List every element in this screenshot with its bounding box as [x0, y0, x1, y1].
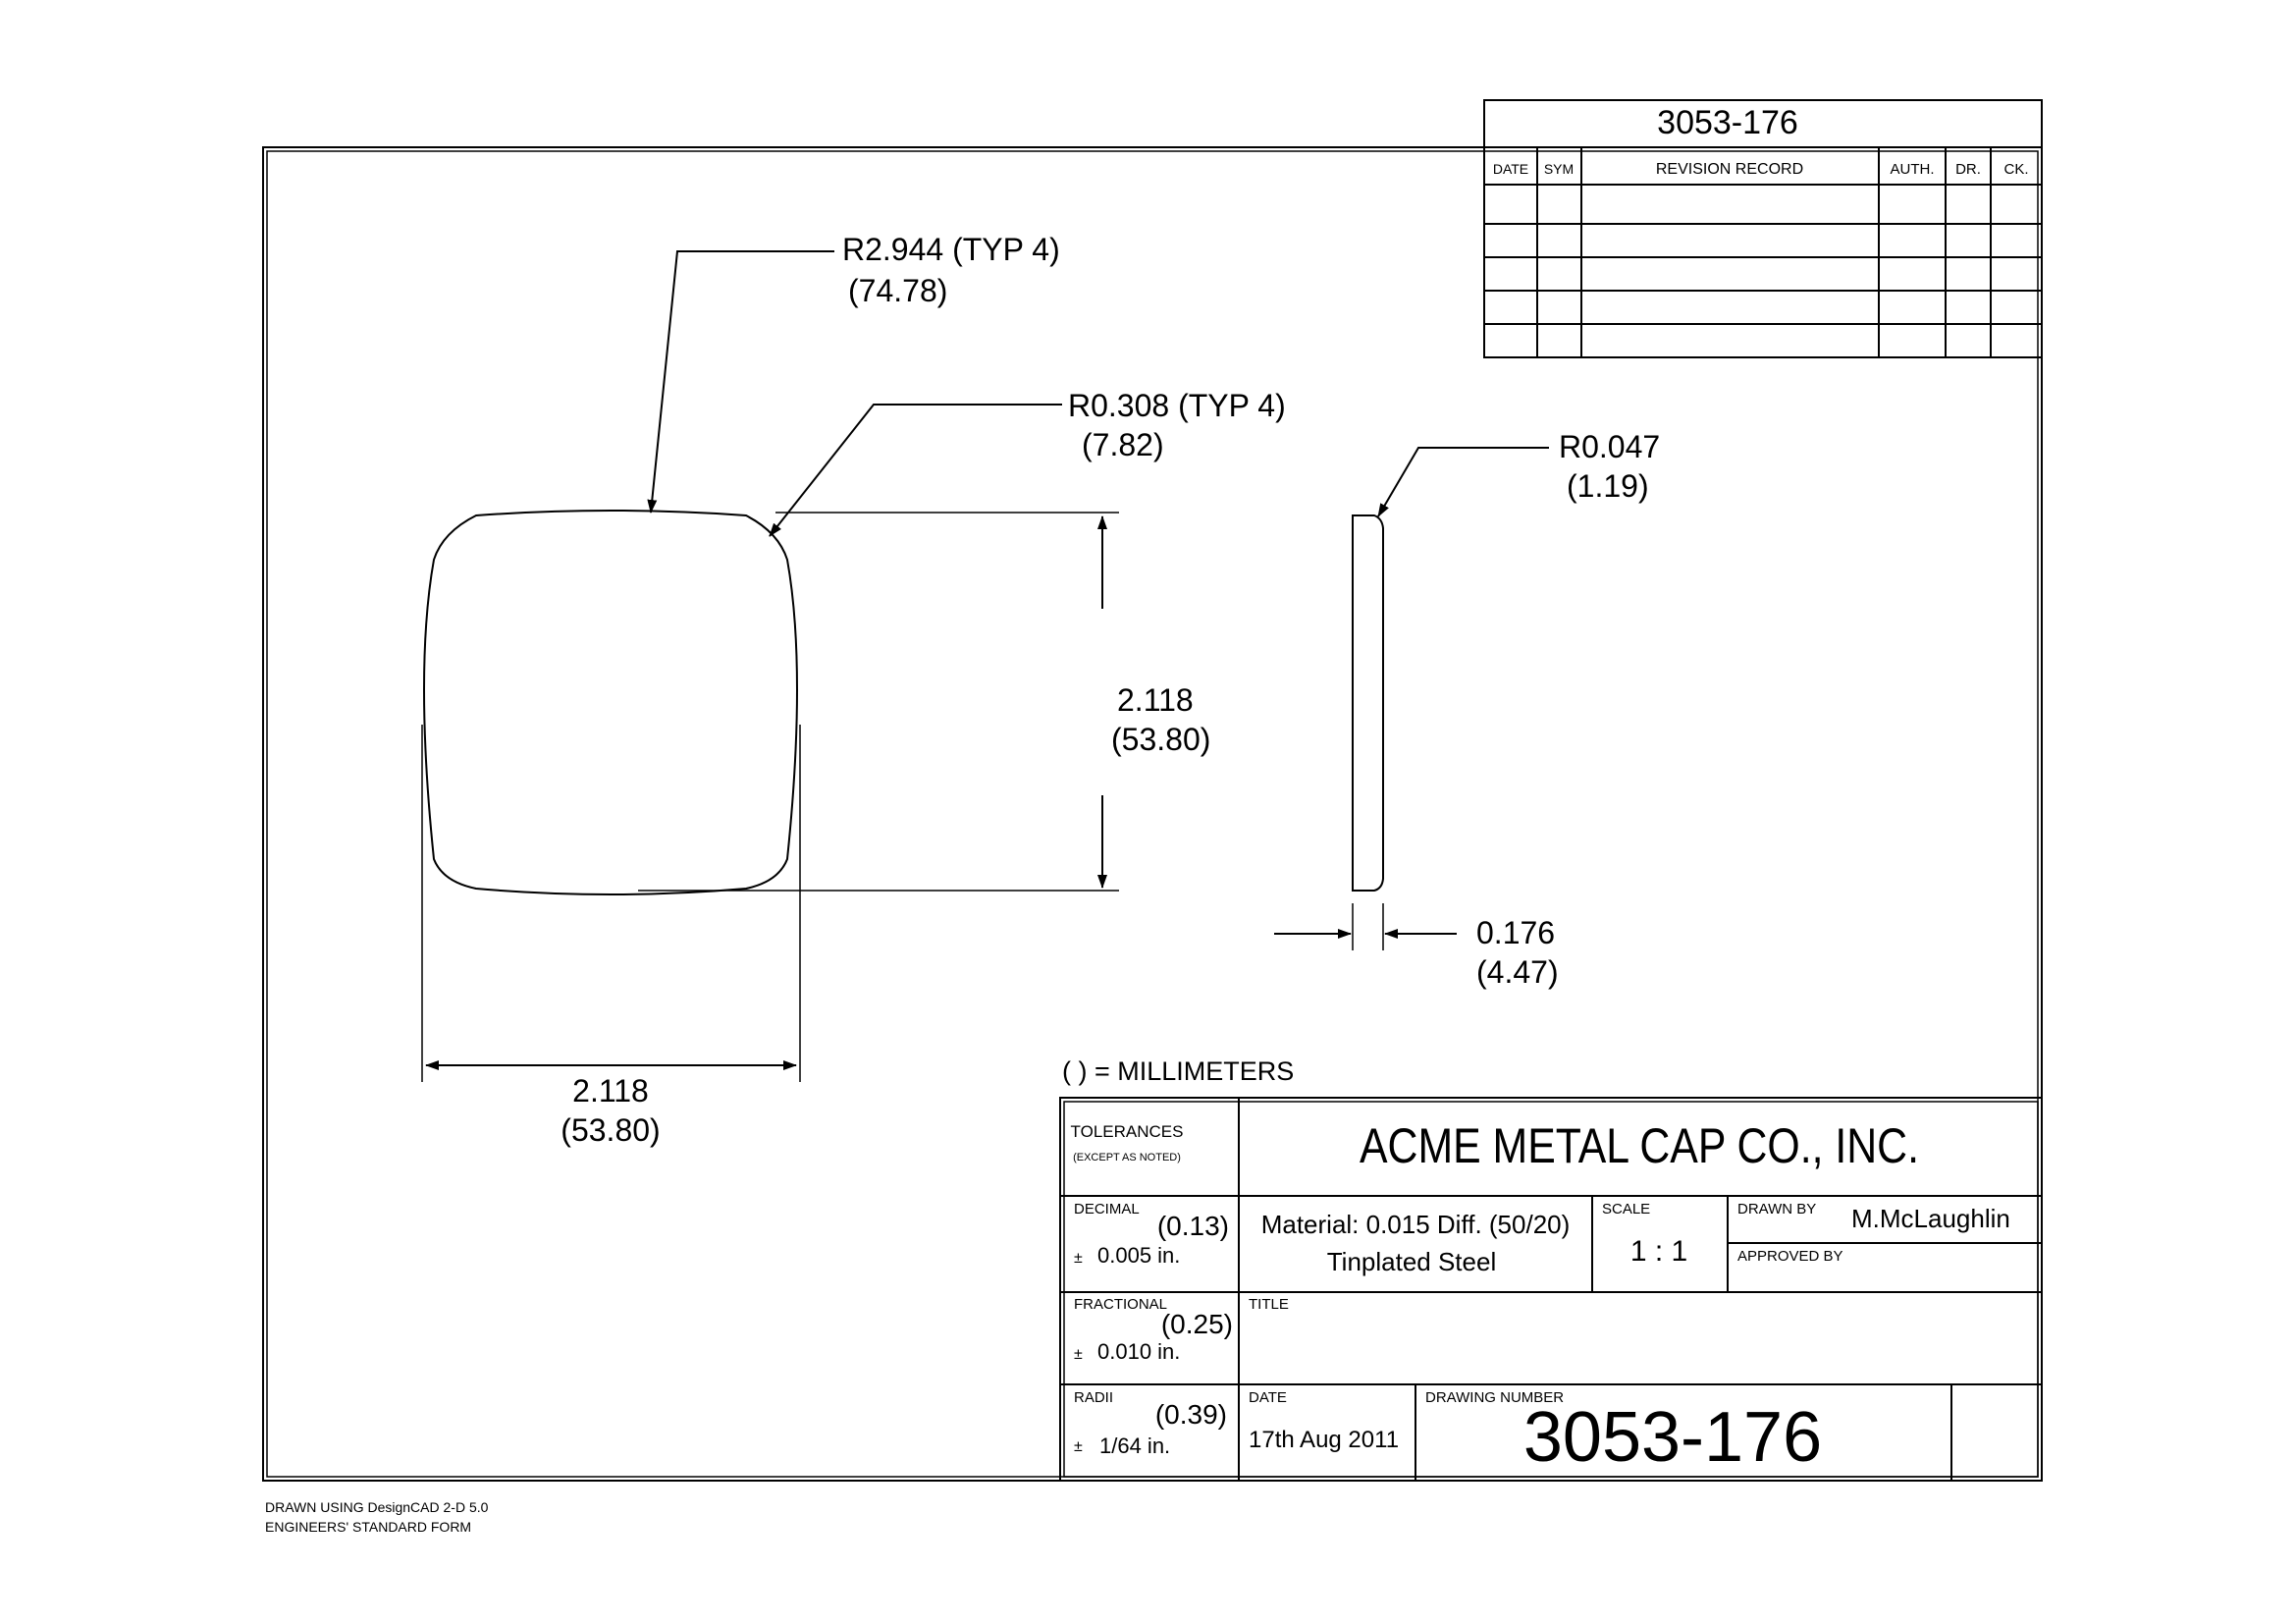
radii-plus-minus: ±: [1074, 1438, 1083, 1455]
rev-header-auth: AUTH.: [1890, 161, 1935, 178]
rev-header-sym: SYM: [1543, 161, 1575, 177]
date-label: DATE: [1249, 1389, 1287, 1406]
footer-line-1: DRAWN USING DesignCAD 2-D 5.0: [265, 1499, 489, 1515]
fractional-plus-minus: ±: [1074, 1346, 1083, 1363]
radii-label: RADII: [1074, 1389, 1114, 1406]
rev-header-record: REVISION RECORD: [1655, 161, 1804, 178]
footer-line-2: ENGINEERS' STANDARD FORM: [265, 1519, 472, 1535]
thickness-mm: (4.47): [1476, 954, 1559, 990]
title-block: [1060, 1098, 2042, 1481]
cap-side-view: [1353, 515, 1383, 950]
width-dimension: [426, 1065, 796, 1148]
rev-header-ck: CK.: [2003, 161, 2029, 178]
width-mm: (53.80): [561, 1112, 661, 1148]
cap-front-view: [422, 511, 1119, 1082]
material-line-2: Tinplated Steel: [1326, 1247, 1497, 1276]
rev-header-date: DATE: [1492, 161, 1529, 177]
edge-radius-callout: [1378, 429, 1660, 516]
thickness-dimension: [1274, 915, 1559, 990]
revision-block: [1484, 100, 2042, 357]
title-label: TITLE: [1249, 1296, 1289, 1313]
revision-drawing-number: 3053-176: [1657, 104, 1798, 141]
approved-by-label: APPROVED BY: [1737, 1248, 1843, 1265]
tolerances-sub: (EXCEPT AS NOTED): [1073, 1152, 1181, 1163]
scale-value: 1 : 1: [1629, 1235, 1688, 1268]
fractional-tolerance: 0.010 in.: [1097, 1339, 1181, 1364]
decimal-tolerance: 0.005 in.: [1097, 1243, 1181, 1268]
fractional-mm: (0.25): [1160, 1309, 1233, 1339]
scale-label: SCALE: [1602, 1201, 1651, 1217]
large-radius-mm: (74.78): [848, 273, 948, 308]
height-value: 2.118: [1117, 682, 1194, 718]
drawn-by-label: DRAWN BY: [1737, 1201, 1817, 1217]
drawn-by-name: M.McLaughlin: [1851, 1204, 2010, 1233]
height-mm: (53.80): [1111, 722, 1211, 757]
footer-note: [265, 1499, 489, 1535]
edge-radius-value: R0.047: [1559, 429, 1661, 464]
material-line-1: Material: 0.015 Diff. (50/20): [1260, 1210, 1571, 1239]
rev-header-dr: DR.: [1955, 161, 1981, 178]
fractional-label: FRACTIONAL: [1074, 1296, 1168, 1313]
thickness-value: 0.176: [1476, 915, 1556, 950]
decimal-label: DECIMAL: [1074, 1201, 1140, 1217]
large-radius-value: R2.944 (TYP 4): [842, 232, 1060, 267]
tolerances-label: TOLERANCES: [1070, 1122, 1184, 1141]
drawing-number-label: DRAWING NUMBER: [1425, 1389, 1565, 1406]
drawing-number: 3053-176: [1522, 1398, 1823, 1477]
radii-tolerance: 1/64 in.: [1099, 1434, 1171, 1458]
company-name: ACME METAL CAP CO., INC.: [1360, 1118, 1919, 1173]
edge-radius-mm: (1.19): [1567, 468, 1649, 504]
decimal-mm: (0.13): [1156, 1211, 1229, 1241]
corner-radius-mm: (7.82): [1082, 427, 1164, 462]
corner-radius-value: R0.308 (TYP 4): [1068, 388, 1286, 423]
height-dimension: [1102, 516, 1210, 888]
radii-mm: (0.39): [1154, 1399, 1227, 1430]
corner-radius-callout: [770, 388, 1286, 536]
units-note: ( ) = MILLIMETERS: [1062, 1056, 1295, 1086]
width-value: 2.118: [572, 1073, 649, 1109]
date-value: 17th Aug 2011: [1249, 1427, 1400, 1453]
decimal-plus-minus: ±: [1074, 1250, 1083, 1267]
sheet-border: [263, 147, 2042, 1481]
large-radius-callout: [651, 232, 1060, 513]
